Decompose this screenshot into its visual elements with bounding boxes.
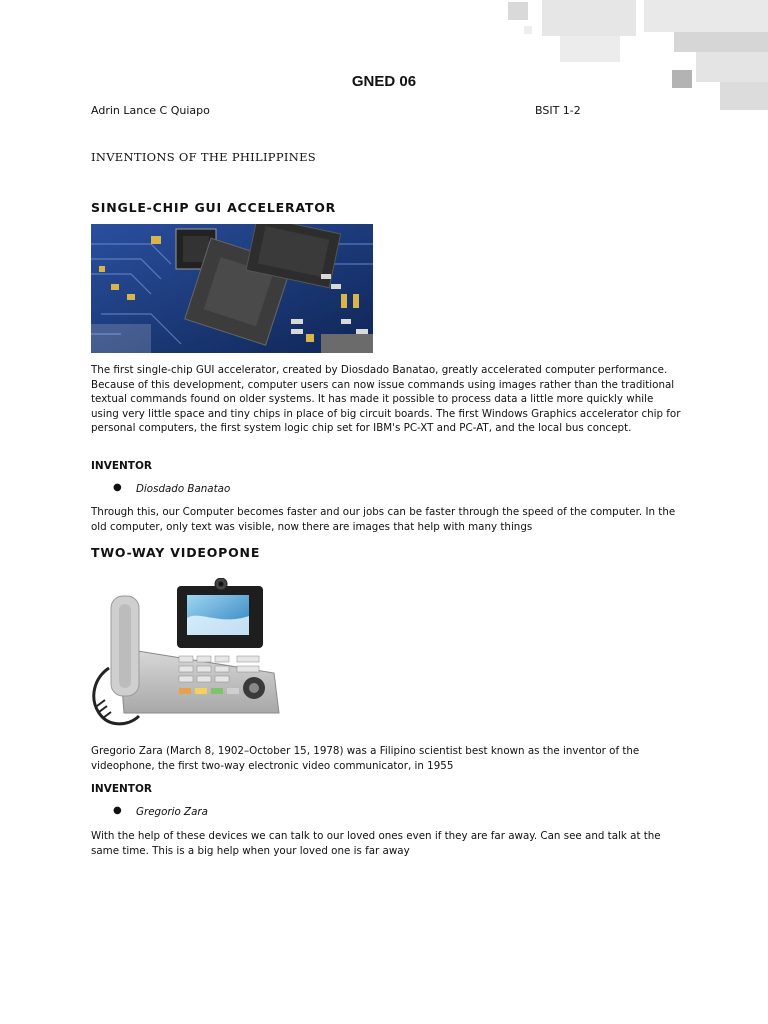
- section-reflection-gui-accelerator: Through this, our Computer becomes faster and our jobs can be faster through the speed of the computer. In the old computer, only text was visible, now there are images that help with many things: [91, 506, 676, 533]
- circuit-board-image: [91, 224, 373, 353]
- course-section: BSIT 1-2: [535, 104, 581, 117]
- document-title: GNED 06: [351, 73, 417, 90]
- section-heading-videophone: TWO-WAY VIDEOPONE: [91, 545, 261, 560]
- section-heading-gui-accelerator: SINGLE-CHIP GUI ACCELERATOR: [91, 200, 337, 215]
- section-description-videophone: Gregorio Zara (March 8, 1902–October 15, 1978) was a Filipino scientist best known as the inventor of the videophone, the first two-way electronic video communicator, in 1955: [91, 745, 640, 772]
- decorative-squares: [498, 0, 768, 115]
- inventor-label: INVENTOR: [91, 460, 152, 472]
- section-description-gui-accelerator: The first single-chip GUI accelerator, created by Diosdado Banatao, greatly accelerated computer performance. Because of this development, computer users can now issue commands using images rather than the traditional textual commands found on older systems. It has made it possible to process data a little more quickly while using very little space and tiny chips in place of big circuit boards. The first Windows Graphics accelerator chip for personal computers, the first system logic chip set for IBM's PC-XT and PC-AT, and the local bus concept.: [91, 364, 681, 435]
- videophone-image: [89, 578, 284, 730]
- inventor-label: INVENTOR: [91, 783, 152, 795]
- bullet-icon: ●: [113, 805, 122, 816]
- section-reflection-videophone: With the help of these devices we can talk to our loved ones even if they are far away. Can see and talk at the same time. This is a big help when your loved one is far away: [91, 830, 661, 857]
- inventor-name-zara: Gregorio Zara: [136, 806, 208, 818]
- bullet-icon: ●: [113, 482, 122, 493]
- inventor-name-banatao: Diosdado Banatao: [136, 483, 231, 495]
- document-subtitle: INVENTIONS OF THE PHILIPPINES: [91, 150, 316, 164]
- author-name: Adrin Lance C Quiapo: [91, 104, 210, 117]
